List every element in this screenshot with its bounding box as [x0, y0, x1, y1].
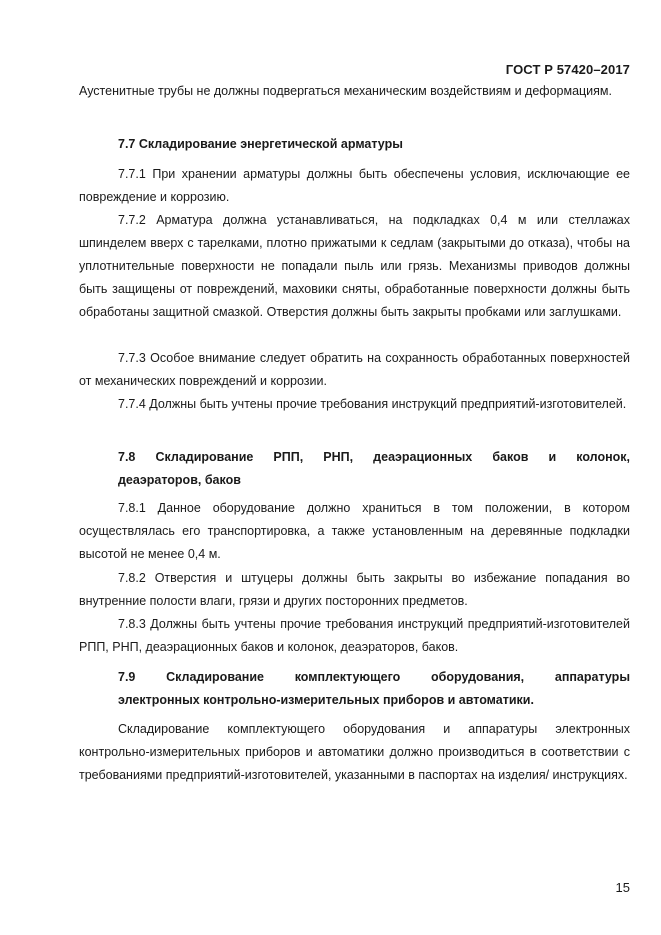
paragraph-7-8-2 [79, 567, 630, 613]
paragraph-7-8-1-text: 7.8.1 Данное оборудование должно храниться в том положении, в котором осуществлялась его транспортировка, а также установленным на деревянные подкладки высотой не менее 0,4 м. [79, 501, 630, 561]
section-7-9-title-line1: 7.9 Складирование комплектующего оборудования, аппаратуры [118, 670, 630, 684]
paragraph-7-8-3-text: 7.8.3 Должны быть учтены прочие требования инструкций предприятий-изготовителей РПП, РНП, деаэрационных баков и колонок, деаэраторов, баков. [79, 617, 630, 654]
section-7-8-title-line2: деаэраторов, баков [118, 473, 241, 487]
paragraph-7-7-1-text: 7.7.1 При хранении арматуры должны быть обеспечены условия, исключающие ее повреждение и коррозию. [79, 167, 630, 204]
intro-text: Аустенитные трубы не должны подвергаться механическим воздействиям и деформациям. [79, 84, 613, 98]
section-7-9-title-line2: электронных контрольно-измерительных приборов и автоматики. [118, 693, 534, 707]
intro-paragraph [79, 80, 630, 103]
page-number: 15 [615, 880, 630, 895]
paragraph-7-9 [79, 718, 630, 787]
paragraph-7-7-4-text: 7.7.4 Должны быть учтены прочие требования инструкций предприятий-изготовителей. [118, 397, 627, 411]
paragraph-7-9-text: Складирование комплектующего оборудования и аппаратуры электронных контрольно-измерительных приборов и автоматики должно производиться в соответствии с требованиями предприятий-изготовителей, указанными в паспортах на изделия/ инструкциях. [79, 722, 630, 782]
paragraph-7-7-3 [79, 347, 630, 393]
section-7-7-title: 7.7 Складирование энергетической арматуры [118, 137, 403, 151]
paragraph-7-8-1 [79, 497, 630, 566]
paragraph-7-8-3 [79, 613, 630, 659]
section-7-7-heading [79, 133, 630, 156]
section-7-8-heading [79, 446, 630, 492]
paragraph-7-7-4 [79, 393, 630, 416]
paragraph-7-7-1 [79, 163, 630, 209]
section-7-8-title-line1: 7.8 Складирование РПП, РНП, деаэрационных баков и колонок, [118, 450, 630, 464]
section-7-9-heading [79, 666, 630, 712]
paragraph-7-8-2-text: 7.8.2 Отверстия и штуцеры должны быть закрыты во избежание попадания во внутренние полости влаги, грязи и других посторонних предметов. [79, 571, 630, 608]
paragraph-7-7-3-text: 7.7.3 Особое внимание следует обратить на сохранность обработанных поверхностей от механических повреждений и коррозии. [79, 351, 630, 388]
paragraph-7-7-2-text: 7.7.2 Арматура должна устанавливаться, на подкладках 0,4 м или стеллажах шпинделем вверх с тарелками, плотно прижатыми к седлам (закрытыми до отказа), чтобы на уплотнительные поверхности не попадали пыль или грязь. Механизмы приводов должны быть защищены от повреждений, маховики сняты, обработанные поверхности должны быть обработаны защитной смазкой. Отверстия должны быть закрыты пробками или заглушками. [79, 213, 630, 319]
document-code: ГОСТ Р 57420–2017 [505, 62, 630, 77]
paragraph-7-7-2 [79, 209, 630, 324]
